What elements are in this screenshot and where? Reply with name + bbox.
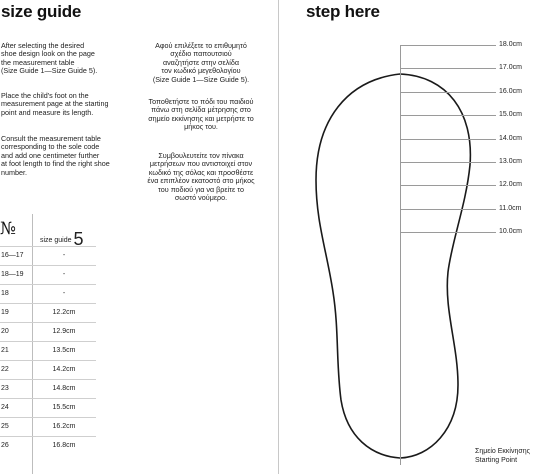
ruler-tick	[400, 162, 496, 163]
ruler-tick-label: 14.0cm	[499, 134, 522, 142]
ruler-tick-label: 13.0cm	[499, 158, 522, 165]
table-cell-length: 14.8cm	[52, 385, 76, 392]
starting-point-en: Starting Point	[475, 457, 518, 464]
ruler-tick	[400, 185, 496, 186]
table-cell-size: 20	[1, 328, 9, 335]
ruler-tick	[400, 232, 496, 233]
table-cell-size: 26	[1, 442, 9, 449]
table-cell-size: 22	[1, 366, 9, 373]
instructions-en-3: Consult the measurement table corresponding to the sole code and add one centimeter further at foot length to find the right shoe number.	[1, 134, 110, 177]
ruler-tick	[400, 45, 496, 46]
ruler-tick	[400, 92, 496, 93]
size-guide-title: size guide	[1, 2, 82, 21]
instructions-gr-3: Συμβουλευτείτε τον πίνακα μετρήσεων που αντιστοιχεί στον κωδικό της σόλας και προσθέστε ένα επιπλέον εκατοστό στο μήκος του ποδιού για να βρείτε το σωστό νούμερο.	[147, 151, 255, 203]
ruler-baseline	[400, 45, 401, 465]
ruler-tick	[400, 115, 496, 116]
table-cell-size: 18	[1, 290, 9, 297]
table-cell-length: -	[62, 290, 66, 297]
ruler-tick	[400, 68, 496, 69]
table-cell-length: 16.2cm	[52, 423, 76, 430]
table-cell-length: -	[62, 252, 66, 259]
table-cell-size: 18—19	[1, 271, 24, 278]
starting-point-label	[475, 447, 530, 465]
step-here-title: step here	[306, 2, 380, 21]
ruler-tick-label: 10.0cm	[499, 228, 522, 236]
ruler-tick-label: 11.0cm	[499, 204, 522, 212]
table-cell-size: 24	[1, 404, 9, 411]
table-cell-size: 16—17	[1, 252, 24, 259]
ruler-tick	[400, 139, 496, 140]
starting-point-gr: Σημείο Εκκίνησης	[475, 448, 530, 455]
size-guide-number: 5	[73, 229, 84, 249]
table-cell-length: -	[62, 271, 66, 278]
foot-sole-outline	[316, 74, 470, 458]
table-cell-size: 21	[1, 347, 9, 354]
instructions-en-2: Place the child's foot on the measurement page at the starting point and measure its length.	[1, 91, 109, 117]
table-cell-length: 12.9cm	[52, 328, 76, 335]
table-cell-length: 16.8cm	[52, 442, 76, 449]
table-cell-length: 14.2cm	[52, 366, 76, 373]
table-cell-length: 13.5cm	[52, 347, 76, 354]
table-header-size-guide: size guide 5	[40, 229, 84, 249]
table-cell-size: 25	[1, 423, 9, 430]
ruler-tick-label: 15.0cm	[499, 111, 522, 119]
ruler-tick-label: 18.0cm	[499, 41, 522, 48]
instructions-en-1: After selecting the desired shoe design look on the page the measurement table (Size Guide 1—Size Guide 5).	[1, 41, 98, 76]
table-cell-length: 15.5cm	[52, 404, 76, 411]
table-cell-size: 23	[1, 385, 9, 392]
table-cell-size: 19	[1, 309, 9, 316]
table-header-number: №	[0, 219, 17, 239]
ruler-tick-label: 16.0cm	[499, 87, 522, 95]
ruler-tick	[400, 209, 496, 210]
ruler-tick-label: 17.0cm	[499, 64, 522, 72]
instructions-gr-2: Τοποθετήστε το πόδι του παιδιού πάνω στη σελίδα μέτρησης στο σημείο εκκίνησης και μετρήστε το μήκος του.	[148, 97, 254, 132]
table-cell-length: 12.2cm	[52, 309, 76, 316]
ruler-tick-label: 12.0cm	[499, 181, 522, 189]
instructions-gr-1: Αφού επιλέξετε το επιθυμητό σχέδιο παπουτσιού αναζητήστε στην σελίδα τον κωδικό μεγεθολογίου (Size Guide 1—Size Guide 5).	[152, 41, 250, 84]
